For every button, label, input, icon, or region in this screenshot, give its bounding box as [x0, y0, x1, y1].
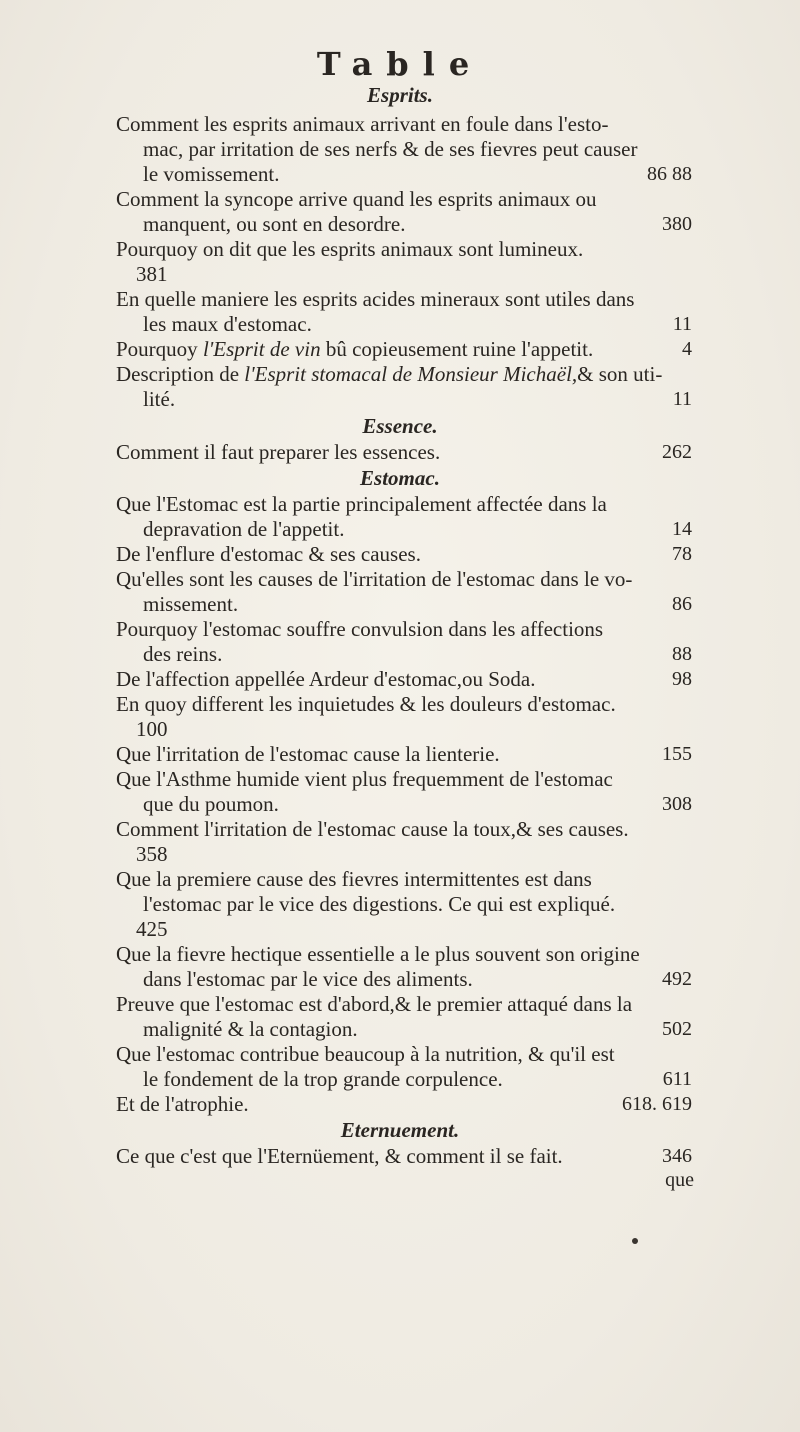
entry-text: le fondement de la trop grande corpulence. [143, 1067, 503, 1091]
page-number: 425 [136, 917, 168, 941]
section-heading-estomac: Estomac. [360, 466, 440, 490]
entry-text: Ce que c'est que l'Eternüement, & comment il se fait. [116, 1144, 563, 1168]
running-header: Table [316, 45, 484, 83]
entry-text: Que l'Estomac est la partie principalement affectée dans la [116, 492, 607, 516]
entry-text: Comment les esprits animaux arrivant en foule dans l'esto- [116, 112, 609, 136]
page-number: 78 [672, 543, 692, 565]
page-number: 346 [662, 1145, 692, 1167]
entry-text: Preuve que l'estomac est d'abord,& le premier attaqué dans la [116, 992, 633, 1016]
entry-text: lité. [143, 387, 176, 411]
entry-text: Que l'estomac contribue beaucoup à la nutrition, & qu'il est [116, 1042, 615, 1066]
entry-text: le vomissement. [143, 162, 280, 186]
entry-text: que du poumon. [143, 792, 279, 816]
entry-text: depravation de l'appetit. [143, 517, 345, 541]
entry-text: mac, par irritation de ses nerfs & de ses fievres peut causer [143, 137, 638, 161]
page-number: 492 [662, 968, 692, 990]
entry-text: Pourquoy l'estomac souffre convulsion dans les affections [116, 617, 604, 641]
entry-text: Pourquoy on dit que les esprits animaux sont lumineux. [116, 237, 584, 261]
section-heading-essence: Essence. [362, 414, 438, 438]
page-number: 611 [662, 1068, 692, 1090]
page-number: 4 [682, 338, 692, 360]
entry-text: Que la fievre hectique essentielle a le plus souvent son origine [116, 942, 640, 966]
entry-text: Pourquoy l'Esprit de vin bû copieusement ruine l'appetit. [116, 337, 594, 361]
entry-text: l'estomac par le vice des digestions. Ce qui est expliqué. [143, 892, 616, 916]
section-heading-eternuement: Eternuement. [340, 1118, 460, 1142]
entry-text: En quelle maniere les esprits acides mineraux sont utiles dans [116, 287, 635, 311]
page-number: 358 [136, 842, 168, 866]
page-number: 98 [672, 668, 692, 690]
entry-text: Qu'elles sont les causes de l'irritation de l'estomac dans le vo- [116, 567, 633, 591]
entry-text: dans l'estomac par le vice des aliments. [143, 967, 473, 991]
page-number: 262 [662, 441, 692, 463]
entry-text: les maux d'estomac. [143, 312, 312, 336]
entry-text: manquent, ou sont en desordre. [143, 212, 406, 236]
page-number: 11 [672, 313, 692, 335]
entry-text: Que l'Asthme humide vient plus frequemment de l'estomac [116, 767, 613, 791]
entry-text: Comment l'irritation de l'estomac cause la toux,& ses causes. [116, 817, 629, 841]
entry-text: des reins. [143, 642, 223, 666]
entry-text: Que l'irritation de l'estomac cause la lienterie. [116, 742, 500, 766]
entry-text: missement. [143, 592, 239, 616]
entry-text: Comment il faut preparer les essences. [116, 440, 441, 464]
page-number: 86 [672, 593, 692, 615]
entry-text: Comment la syncope arrive quand les esprits animaux ou [116, 187, 597, 211]
page-number: 502 [662, 1018, 692, 1040]
entry-text: Description de l'Esprit stomacal de Monsieur Michaël,& son uti- [116, 362, 663, 386]
page-number: 308 [662, 793, 692, 815]
entry-text: De l'affection appellée Ardeur d'estomac,ou Soda. [116, 667, 536, 691]
entry-text: malignité & la contagion. [143, 1017, 358, 1041]
page-number: 155 [662, 743, 692, 765]
page-number: 86 88 [647, 163, 692, 185]
page-number: 100 [136, 717, 168, 741]
entry-text: Et de l'atrophie. [116, 1092, 249, 1116]
ink-dot-ornament [632, 1238, 638, 1244]
page-number: 380 [662, 213, 692, 235]
page-number: 14 [672, 518, 692, 540]
catchword: que [665, 1169, 694, 1191]
page-number: 11 [672, 388, 692, 410]
section-heading-esprits: Esprits. [367, 83, 433, 107]
entry-text: En quoy different les inquietudes & les douleurs d'estomac. [116, 692, 616, 716]
page-number: 381 [136, 262, 168, 286]
entry-text: De l'enflure d'estomac & ses causes. [116, 542, 421, 566]
page-number: 88 [672, 643, 692, 665]
entry-text: Que la premiere cause des fievres intermittentes est dans [116, 867, 592, 891]
page-number: 618. 619 [622, 1093, 692, 1115]
